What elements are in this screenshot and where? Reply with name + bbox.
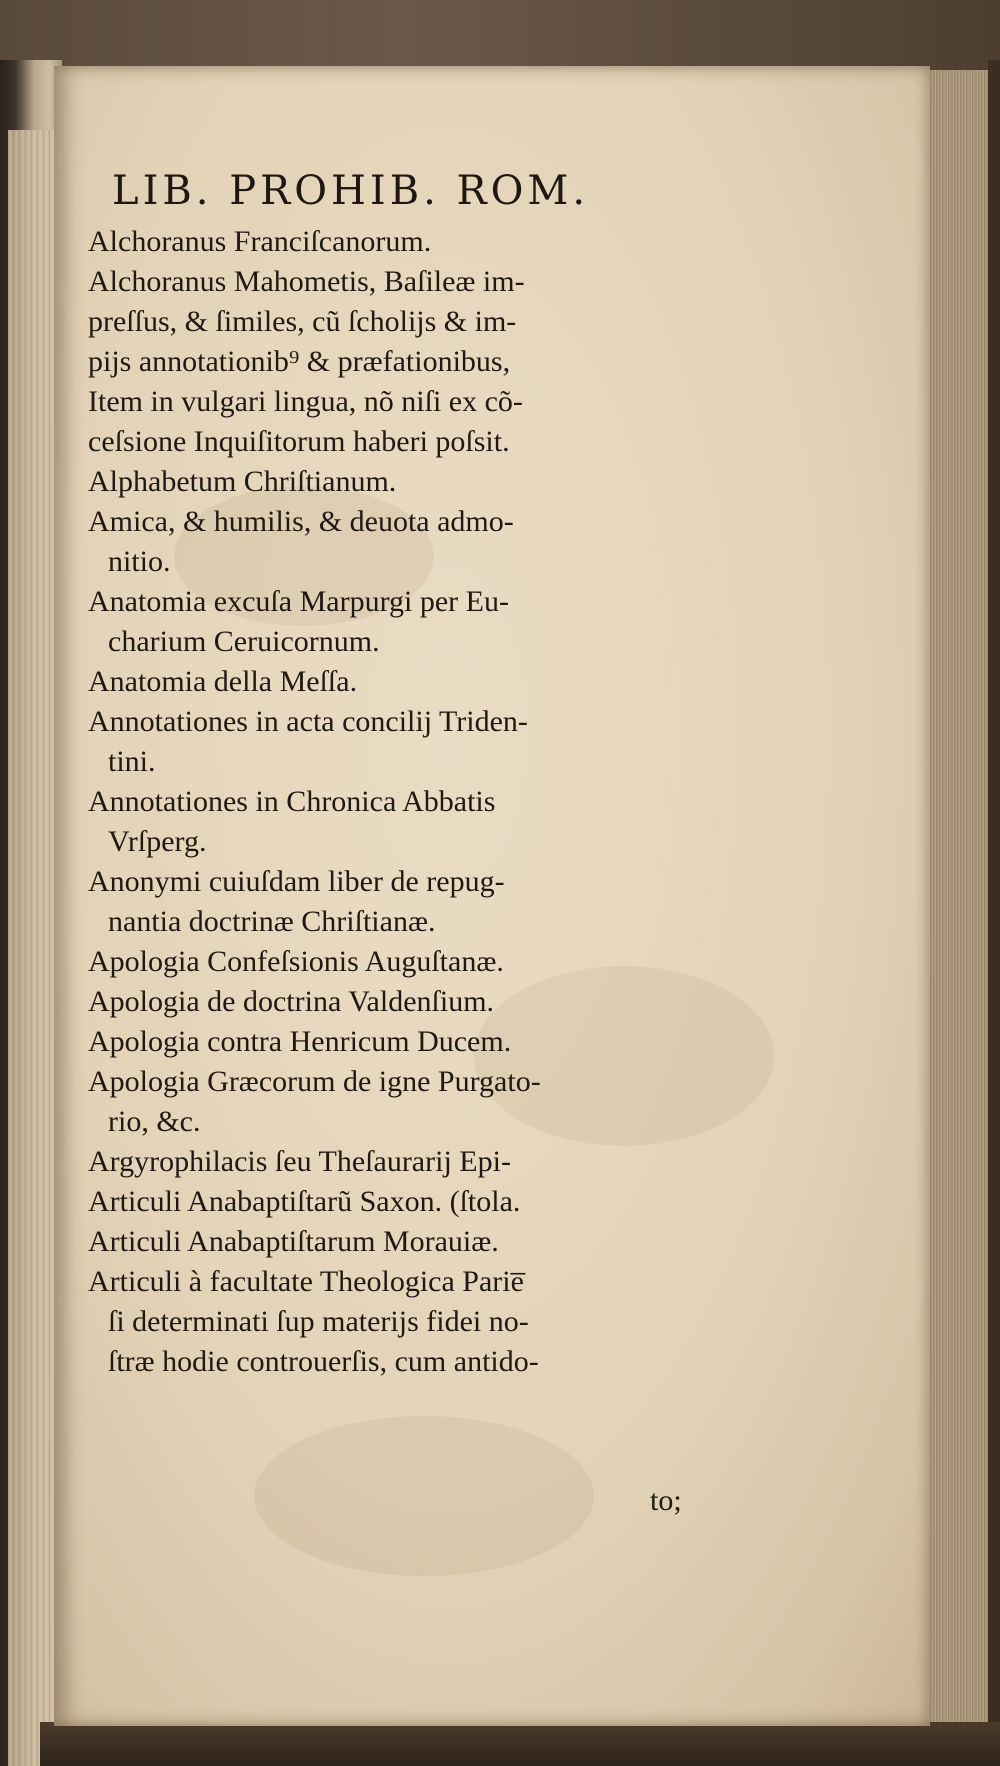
left-page-edges	[8, 130, 58, 1766]
text-line: Apologia de doctrina Valdenſium.	[88, 985, 495, 1018]
text-line: Articuli à facultate Theologica Parie̅	[88, 1265, 524, 1298]
text-line: ceſsione Inquiſitorum haberi poſsit.	[88, 425, 510, 458]
text-line: Apologia Græcorum de igne Purgato-	[88, 1065, 541, 1098]
text-line: Annotationes in acta concilij Triden-	[88, 705, 528, 738]
text-line: Apologia contra Henricum Ducem.	[88, 1025, 512, 1058]
text-line: tini.	[108, 745, 156, 778]
text-line: Apologia Confeſsionis Auguſtanæ.	[88, 945, 504, 978]
text-line: Alphabetum Chriſtianum.	[88, 465, 397, 498]
text-line: pijs annotationib⁹ & præfationibus,	[88, 345, 511, 378]
text-line: Anatomia excuſa Marpurgi per Eu-	[88, 585, 509, 618]
text-line: Annotationes in Chronica Abbatis	[88, 785, 496, 818]
text-line: Articuli Anabaptiſtarũ Saxon. (ſtola.	[88, 1185, 521, 1218]
text-line: preſſus, & ſimiles, cũ ſcholijs & im-	[88, 305, 517, 338]
paper-stain	[254, 1416, 594, 1576]
text-line: Anatomia della Meſſa.	[88, 665, 358, 698]
text-line: Argyrophilacis ſeu Theſaurarij Epi-	[88, 1145, 511, 1178]
surface-bottom	[40, 1722, 1000, 1766]
text-line: Item in vulgari lingua, nõ niſi ex cõ-	[88, 385, 523, 418]
text-line: charium Ceruicornum.	[108, 625, 380, 658]
text-line: Anonymi cuiuſdam liber de repug-	[88, 865, 505, 898]
text-line: Alchoranus Mahometis, Baſileæ im-	[88, 265, 525, 298]
text-line: Alchoranus Franciſcanorum.	[88, 225, 432, 258]
text-line: ſi determinati ſup materijs fidei no-	[108, 1305, 529, 1338]
text-line: nantia doctrinæ Chriſtianæ.	[108, 905, 436, 938]
text-line: ſtræ hodie controuerſis, cum antido-	[108, 1345, 539, 1378]
index-entries	[88, 222, 738, 1382]
running-head: LIB. PROHIB. ROM.	[112, 168, 590, 214]
text-line: Vrſperg.	[108, 825, 207, 858]
text-line: Articuli Anabaptiſtarum Morauiæ.	[88, 1225, 499, 1258]
catchword: to;	[650, 1484, 682, 1517]
text-line: Amica, & humilis, & deuota admo-	[88, 505, 514, 538]
text-line: rio, &c.	[108, 1105, 201, 1138]
text-line: nitio.	[108, 545, 171, 578]
book-cover-edge	[988, 60, 1000, 1766]
surface-top	[0, 0, 1000, 70]
